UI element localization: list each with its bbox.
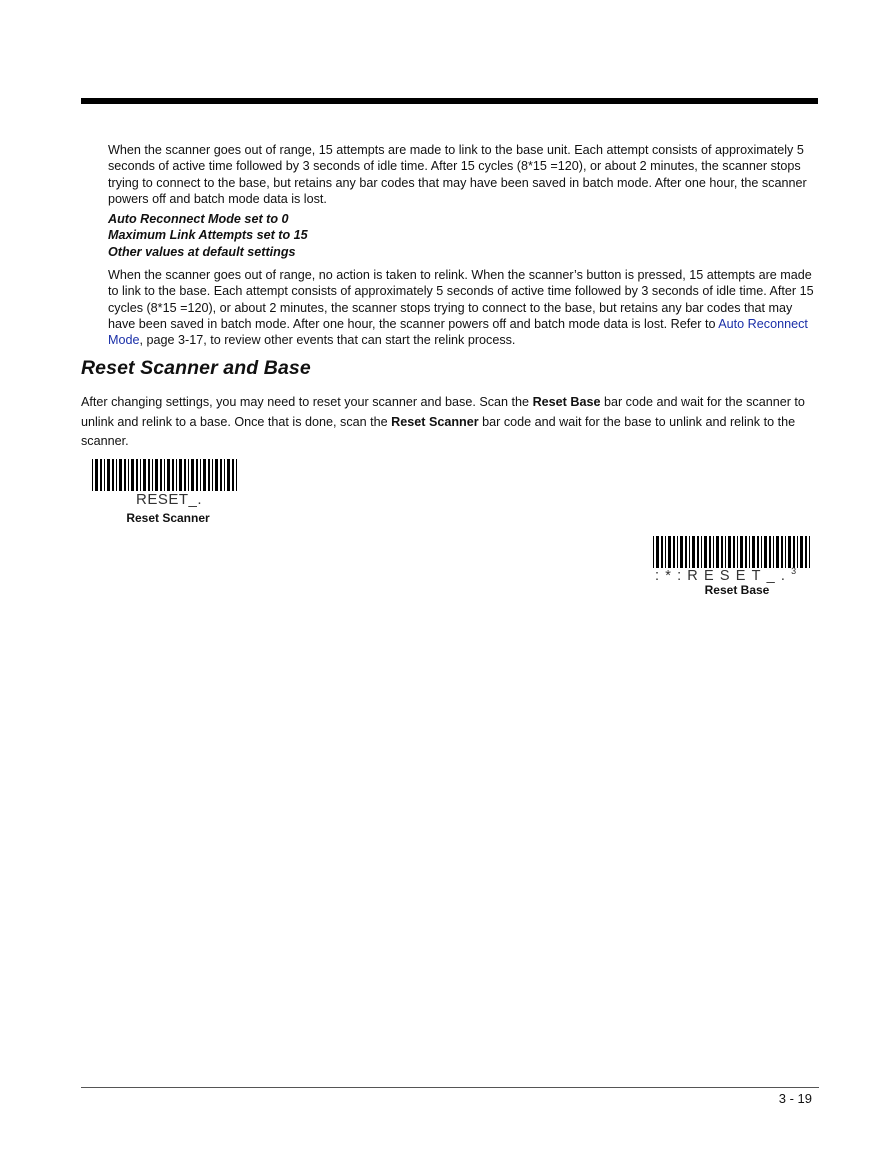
reset-base-bars xyxy=(653,536,813,568)
para3-text-1: After changing settings, you may need to reset your scanner and base. Scan the xyxy=(81,395,533,409)
reset-base-barcode[interactable] xyxy=(648,532,820,598)
reset-scanner-bars xyxy=(92,459,240,491)
reset-scanner-code: RESET_. xyxy=(136,491,203,508)
reset-base-code-superscript: 3 xyxy=(791,566,797,576)
condition-other-values: Other values at default settings xyxy=(108,244,296,259)
settings-conditions xyxy=(108,211,708,260)
reset-base-code xyxy=(655,566,796,584)
condition-auto-reconnect: Auto Reconnect Mode set to 0 xyxy=(108,212,289,226)
para2-text-after: , page 3-17, to review other events that can start the relink process. xyxy=(139,333,516,348)
para2-text-before: When the scanner goes out of range, no action is taken to relink. When the scanner’s button is pressed, 15 attempts are made to link to the base. Each attempt consists of approximately 5 seconds of active time followed by 3 seconds of idle time. After 15 cycles (8*15 =120), or about 2 minutes, the scanner stops trying to connect to the base, but retains any bar codes that may have been saved in batch mode. After one hour, the scanner powers off and batch mode data is lost. Refer to xyxy=(108,268,814,331)
reset-base-bold: Reset Base xyxy=(532,395,601,409)
reset-base-code-text: :*:RESET_. xyxy=(655,567,792,584)
para3-text-3: bar code and wait for the base to unlink and relink to the scanner. xyxy=(81,414,796,448)
footer-rule xyxy=(81,1087,819,1088)
page-number: 3 - 19 xyxy=(778,1091,812,1106)
reset-scanner-bold: Reset Scanner xyxy=(391,414,479,429)
reset-scanner-label: Reset Scanner xyxy=(126,511,210,525)
paragraph-no-relink xyxy=(108,267,820,348)
condition-max-link-attempts: Maximum Link Attempts set to 15 xyxy=(108,228,308,243)
auto-reconnect-mode-link[interactable]: Auto Reconnect Mode xyxy=(108,316,808,348)
para3-text-2: bar code and wait for the scanner to unlink and relink to a base. Once that is done, scan the xyxy=(81,395,805,429)
paragraph-out-of-range: When the scanner goes out of range, 15 attempts are made to link to the base unit. Each attempt consists of approximately 5 seconds of active time followed by 3 seconds of idle time. After 15 cycles (8*15 =120), or about 2 minutes, the scanner stops trying to connect to the base, but retains any bar codes that may have been saved in batch mode. After one hour, the scanner powers off and batch mode data is lost. xyxy=(108,143,807,206)
reset-base-label: Reset Base xyxy=(704,583,770,597)
reset-scanner-barcode[interactable] xyxy=(80,455,250,527)
header-rule xyxy=(81,98,818,104)
section-heading: Reset Scanner and Base xyxy=(81,357,311,379)
paragraph-reset-instructions xyxy=(81,393,821,452)
